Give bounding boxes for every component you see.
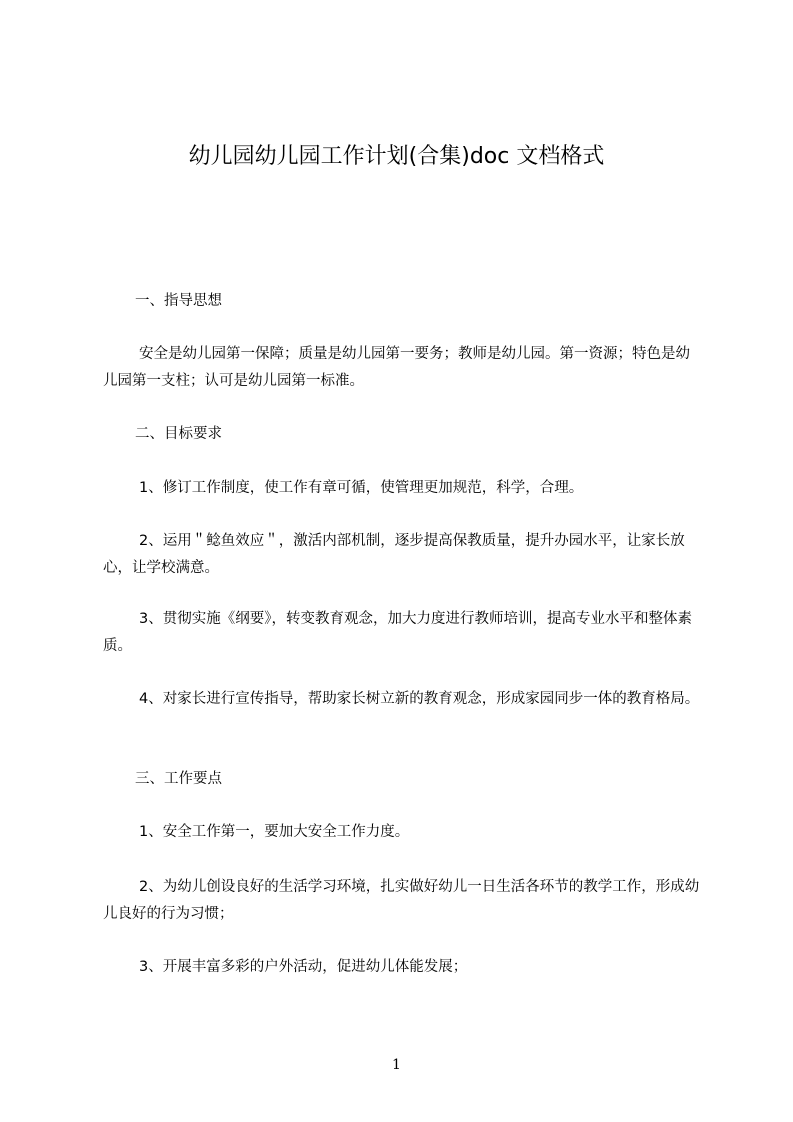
document-title: 幼儿园幼儿园工作计划(合集)doc 文档格式 (188, 144, 605, 169)
paragraph-goal-1: 1、修订工作制度，使工作有章可循，使管理更加规范，科学，合理。 (139, 480, 584, 496)
paragraph-goal-4: 4、对家长进行宣传指导，帮助家长树立新的教育观念，形成家园同步一体的教育格局。 (139, 691, 700, 707)
section-heading-goals: 二、目标要求 (135, 426, 222, 442)
section-heading-key-points: 三、工作要点 (135, 771, 222, 787)
paragraph-point-2: 2、为幼儿创设良好的生活学习环境，扎实做好幼儿一日生活各环节的教学工作，形成幼儿良好的行为习惯； (103, 879, 700, 922)
paragraph-point-1: 1、安全工作第一，要加大安全工作力度。 (139, 824, 410, 840)
section-heading-guiding-ideology: 一、指导思想 (135, 293, 222, 309)
paragraph-safety-quality: 安全是幼儿园第一保障；质量是幼儿园第一要务；教师是幼儿园。第一资源；特色是幼儿园第一支柱；认可是幼儿园第一标准。 (103, 346, 690, 389)
page-number: 1 (392, 1057, 401, 1073)
paragraph-goal-2: 2、运用＂鲶鱼效应＂，激活内部机制，逐步提高保教质量，提升办园水平，让家长放心，让学校满意。 (103, 533, 685, 576)
paragraph-goal-3: 3、贯彻实施《纲要》，转变教育观念，加大力度进行教师培训，提高专业水平和整体素质。 (103, 611, 692, 654)
paragraph-point-3: 3、开展丰富多彩的户外活动，促进幼儿体能发展； (139, 959, 468, 975)
